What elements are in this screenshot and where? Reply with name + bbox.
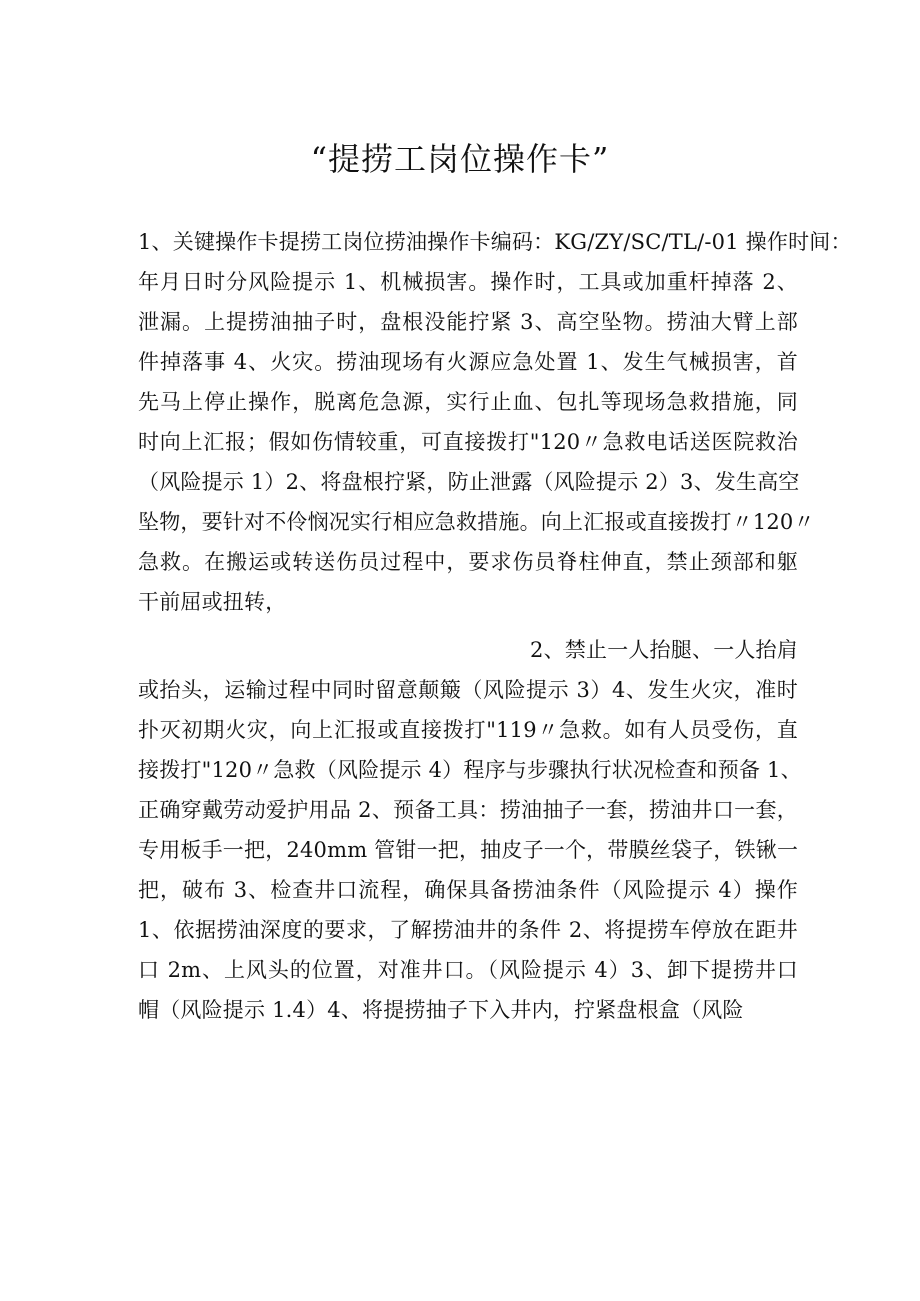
body-line-15: 正确穿戴劳动爱护用品 2、预备工具：捞油抽子一套，捞油井口一套， — [138, 798, 798, 822]
body-line-7: （风险提示 1）2、将盘根拧紧，防止泄露（风险提示 2）3、发生高空 — [138, 470, 800, 494]
body-line-14: 接拨打"120〃急救（风险提示 4）程序与步骤执行状况检查和预备 1、 — [138, 758, 802, 782]
body-line-9: 急救。在搬运或转送伤员过程中，要求伤员脊柱伸直，禁止颈部和躯 — [138, 550, 798, 574]
body-line-20: 帽（风险提示 1.4）4、将提捞抽子下入井内，拧紧盘根盒（风险 — [138, 998, 744, 1022]
body-line-18: 1、依据捞油深度的要求，了解捞油井的条件 2、将提捞车停放在距井 — [138, 918, 798, 942]
body-line-17: 把，破布 3、检查井口流程，确保具备捞油条件（风险提示 4）操作 — [138, 878, 798, 902]
body-line-11: 2、禁止一人抬腿、一人抬肩 — [530, 638, 798, 662]
body-line-10: 干前屈或扭转， — [138, 590, 287, 614]
body-line-2: 年月日时分风险提示 1、机械损害。操作时，工具或加重杆掉落 2、 — [138, 270, 798, 294]
body-line-19: 口 2m、上风头的位置，对准井口。（风险提示 4）3、卸下提捞井口 — [138, 958, 798, 982]
body-line-3: 泄漏。上提捞油抽子时，盘根没能拧紧 3、高空坠物。捞油大臂上部 — [138, 310, 798, 334]
body-line-13: 扑灭初期火灾，向上汇报或直接拨打"119〃急救。如有人员受伤，直 — [138, 718, 798, 742]
body-line-12: 或抬头，运输过程中同时留意颠簸（风险提示 3）4、发生火灾，准时 — [138, 678, 798, 702]
document-body — [138, 222, 852, 1030]
body-line-6: 时向上汇报；假如伤情较重，可直接拨打"120〃急救电话送医院救治 — [138, 430, 798, 454]
document-title: “提捞工岗位操作卡” — [310, 140, 610, 178]
body-line-1: 1、关键操作卡提捞工岗位捞油操作卡编码：KG/ZY/SC/TL/-01 操作时间： — [138, 230, 852, 254]
body-line-16: 专用板手一把，240mm 管钳一把，抽皮子一个，带膜丝袋子，铁锹一 — [138, 838, 799, 862]
body-line-8: 坠物，要针对不伶悯况实行相应急救措施。向上汇报或直接拨打〃120〃 — [138, 510, 815, 534]
body-line-4: 件掉落事 4、火灾。捞油现场有火源应急处置 1、发生气械损害，首 — [138, 350, 798, 374]
body-line-5: 先马上停止操作，脱离危急源，实行止血、包扎等现场急救措施，同 — [138, 390, 798, 414]
